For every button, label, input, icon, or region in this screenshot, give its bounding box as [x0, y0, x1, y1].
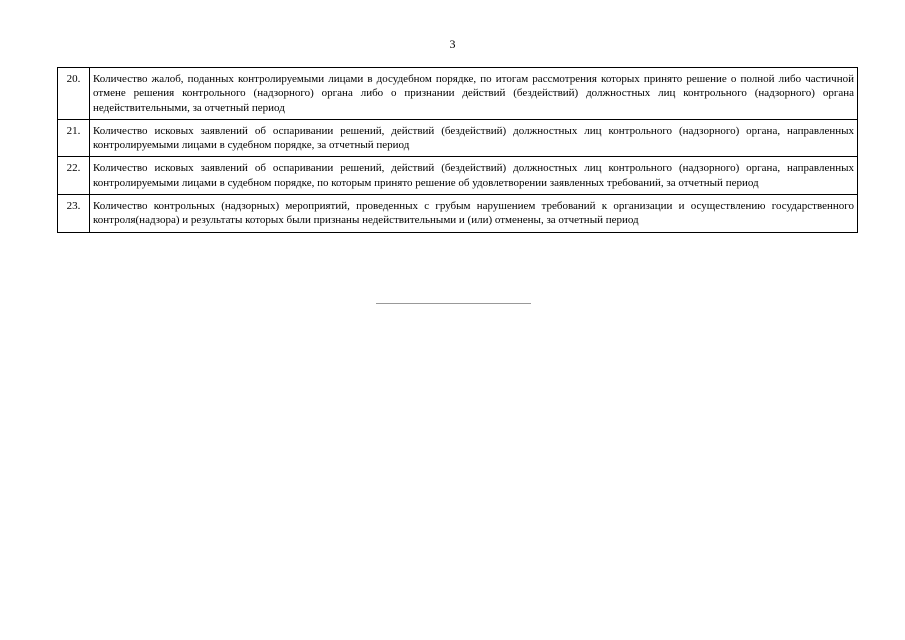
table-row: [58, 68, 858, 120]
row-description: Количество исковых заявлений об оспаривании решений, действий (бездействий) должностных лиц контрольного (надзорного) органа, направленных контролируемыми лицами в судебном порядке, по которым принято решение об удовлетворении заявленных требований, за отчетный период: [90, 157, 858, 195]
table-row: [58, 119, 858, 157]
indicators-table: [57, 67, 858, 233]
document-end-rule: [376, 303, 531, 304]
row-number: 20.: [58, 68, 90, 120]
row-description: Количество исковых заявлений об оспаривании решений, действий (бездействий) должностных лиц контрольного (надзорного) органа, направленных контролируемыми лицами в судебном порядке, за отчетный период: [90, 119, 858, 157]
row-description: Количество контрольных (надзорных) мероприятий, проведенных с грубым нарушением требований к организации и осуществлению государственного контроля(надзора) и результаты которых были признаны недействительными и (или) отменены, за отчетный период: [90, 195, 858, 233]
row-number: 22.: [58, 157, 90, 195]
row-number: 23.: [58, 195, 90, 233]
table-row: [58, 157, 858, 195]
page-number: 3: [449, 37, 456, 51]
row-number: 21.: [58, 119, 90, 157]
table-row: [58, 195, 858, 233]
row-description: Количество жалоб, поданных контролируемыми лицами в досудебном порядке, по итогам рассмотрения которых принято решение о полной либо частичной отмене решения контрольного (надзорного) органа либо о признании действий (бездействий) должностных лиц контрольного (надзорного) органа недействительными, за отчетный период: [90, 68, 858, 120]
